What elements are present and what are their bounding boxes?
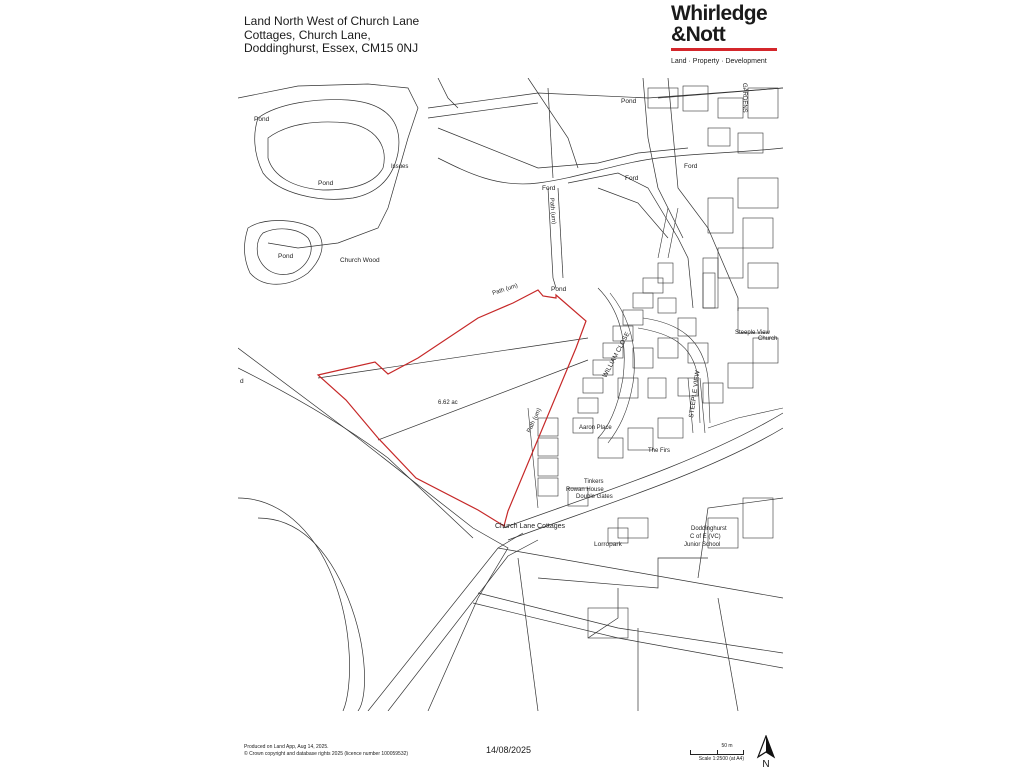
label-path-3: Path (um) [526,407,543,434]
scale-caption: Scale 1:2500 (at A4) [698,756,744,762]
label-path-1: Path (um) [548,197,557,225]
label-ford-3: Ford [542,185,556,192]
label-pond-1: Pond [621,98,637,105]
site-boundary [318,290,586,526]
address-line-1: Land North West of Church Lane [244,14,420,28]
produced-note: Produced on Land App, Aug 14, 2025. [244,744,329,750]
map-credits [244,744,408,758]
label-steeple-view: STEEPLE VIEW [688,370,702,419]
site-address [244,15,419,56]
copyright-note: © Crown copyright and database rights 2025 (licence number 100059532) [244,751,409,757]
label-church-wood: Church Wood [340,257,380,264]
print-date: 14/08/2025 [486,745,532,755]
label-pond-4: Pond [278,253,294,260]
label-ford-2: Ford [625,175,639,182]
label-pond-3: Pond [318,180,334,187]
map-canvas [238,78,783,711]
label-issues: Issues [391,164,409,170]
logo-wordmark-2: &Nott [671,23,726,46]
label-lorrapark: Lorropark [594,541,622,548]
address-line-2: Cottages, Church Lane, [244,27,371,42]
north-arrow-icon [756,735,776,768]
scale-distance: 50 m [721,743,733,749]
scale-bar-graphic [690,750,744,755]
label-rowan-house: Rowan House [566,487,604,493]
label-school-3: Junior School [684,542,721,548]
label-william-close: WILLIAM CLOSE [601,330,632,379]
label-aaron-place: Aaron Place [579,425,612,431]
label-pond-2: Pond [254,116,270,123]
scale-bar [690,743,744,762]
address-line-3: Doddinghurst, Essex, CM15 0NJ [244,41,419,55]
label-d: d [240,378,244,385]
company-logo [671,0,781,65]
label-gardens: GARDENS [741,83,747,113]
label-school-2: C of E (VC) [690,534,721,540]
label-steeple-view-2: Steeple View [735,330,770,336]
site-map [238,78,783,711]
label-path-2: Path (um) [491,283,519,297]
label-school-1: Doddinghurst [691,526,727,532]
label-ford-1: Ford [684,163,698,170]
label-area: 6.62 ac [438,400,458,406]
label-the-firs: The Firs [648,448,671,454]
label-church-lane-cottages: Church Lane Cottages [495,523,566,530]
logo-wordmark-1: Whirledge [671,2,768,25]
north-label: N [762,759,770,768]
label-pond-5: Pond [551,286,567,293]
logo-tagline: Land · Property · Development [671,58,767,65]
label-double-gates: Double Gates [576,494,613,500]
label-church: Church [758,336,778,342]
label-tinkers: Tinkers [584,479,604,485]
logo-red-rule [671,48,777,51]
